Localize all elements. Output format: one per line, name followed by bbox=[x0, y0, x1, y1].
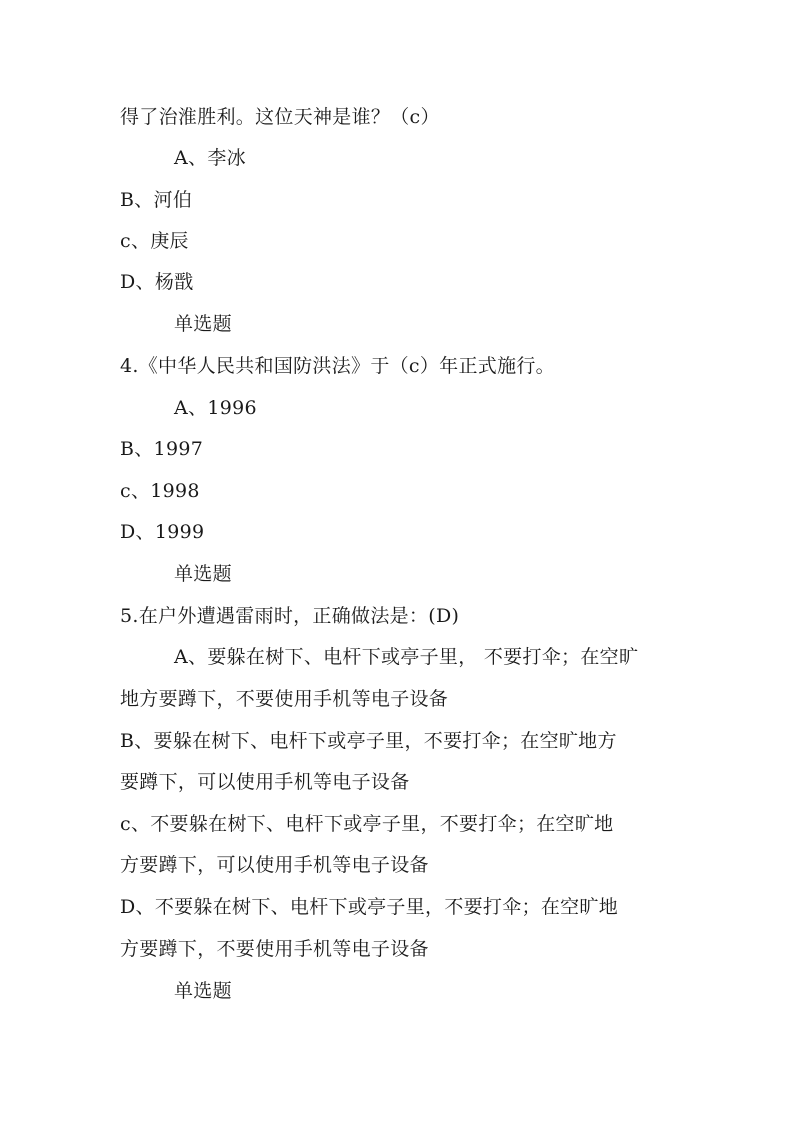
question-3-stem-tail: 得了治淮胜利。这位天神是谁？（c） bbox=[120, 106, 440, 128]
question-3-option-d: D、杨戬 bbox=[120, 271, 194, 293]
question-5-option-d-line2: 方要蹲下，不要使用手机等电子设备 bbox=[120, 938, 429, 960]
question-5-option-a-line1: A、要躲在树下、电杆下或亭子里， 不要打伞；在空旷 bbox=[174, 646, 639, 668]
question-4-option-d: D、1999 bbox=[120, 521, 205, 543]
question-4-option-c: c、1998 bbox=[120, 480, 200, 502]
question-5-type-label: 单选题 bbox=[174, 980, 232, 1002]
question-5-option-d-line1: D、不要躲在树下、电杆下或亭子里，不要打伞；在空旷地 bbox=[120, 896, 619, 918]
question-4-option-a: A、1996 bbox=[174, 397, 257, 419]
question-3-option-a: A、李冰 bbox=[174, 147, 246, 169]
question-4-option-b: B、1997 bbox=[120, 438, 204, 460]
question-3-type-label: 单选题 bbox=[174, 313, 232, 335]
question-5-option-c-line2: 方要蹲下，可以使用手机等电子设备 bbox=[120, 854, 429, 876]
question-5-option-b-line2: 要蹲下，可以使用手机等电子设备 bbox=[120, 771, 410, 793]
question-4-type-label: 单选题 bbox=[174, 563, 232, 585]
question-5-stem: 5.在户外遭遇雷雨时，正确做法是：(D) bbox=[120, 605, 460, 627]
question-5-option-b-line1: B、要躲在树下、电杆下或亭子里，不要打伞；在空旷地方 bbox=[120, 730, 617, 752]
question-3-option-b: B、河伯 bbox=[120, 189, 193, 211]
question-3-option-c: c、庚辰 bbox=[120, 230, 189, 252]
question-4-stem: 4.《中华人民共和国防洪法》于（c）年正式施行。 bbox=[120, 355, 555, 377]
question-5-option-a-line2: 地方要蹲下，不要使用手机等电子设备 bbox=[120, 688, 449, 710]
question-5-option-c-line1: c、不要躲在树下、电杆下或亭子里，不要打伞；在空旷地 bbox=[120, 813, 614, 835]
